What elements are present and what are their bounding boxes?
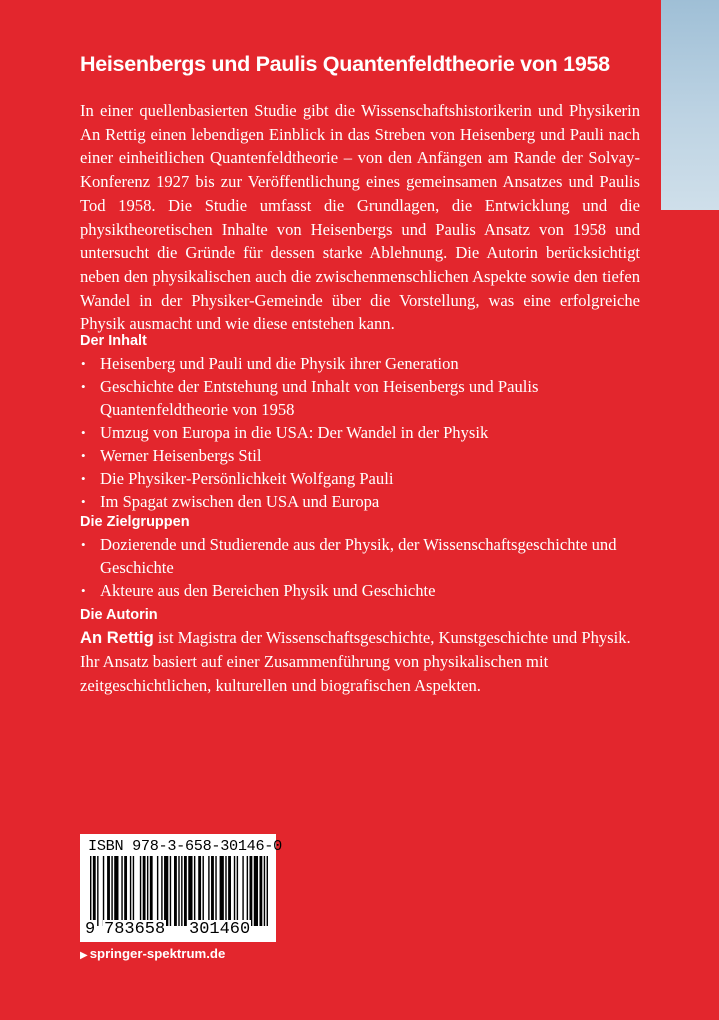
barcode-bar bbox=[174, 856, 177, 926]
list-item: • Im Spagat zwischen den USA und Europa bbox=[80, 490, 650, 513]
heading: Heisenbergs und Paulis Quantenfeldtheorie von 1958 bbox=[80, 52, 610, 76]
barcode-bar bbox=[93, 856, 96, 926]
barcode-bar bbox=[264, 856, 265, 926]
color-tab bbox=[661, 0, 719, 210]
barcode-digits-left: 783658 bbox=[104, 920, 166, 939]
list-item: • Geschichte der Entstehung und Inhalt von Heisenbergs und Paulis Quantenfeldtheorie von 1958 bbox=[80, 375, 650, 421]
barcode-bar bbox=[164, 856, 168, 926]
list-item: • Dozierende und Studierende aus der Physik, der Wissenschaftsgeschichte und Geschichte bbox=[80, 533, 650, 579]
barcode-bar bbox=[143, 856, 146, 926]
website-text: springer-spektrum.de bbox=[89, 946, 226, 961]
barcode-bar bbox=[147, 856, 148, 926]
list-item: • Akteure aus den Bereichen Physik und Geschichte bbox=[80, 579, 650, 602]
list-item: • Werner Heisenbergs Stil bbox=[80, 444, 650, 467]
barcode-bar bbox=[97, 856, 98, 926]
author-name: An Rettig bbox=[80, 628, 154, 647]
section-title-inhalt: Der Inhalt bbox=[80, 333, 147, 349]
barcode-bar bbox=[237, 856, 238, 926]
barcode-bar bbox=[133, 856, 134, 926]
barcode-bars bbox=[88, 856, 270, 926]
barcode-bar bbox=[178, 856, 179, 926]
barcode-bar bbox=[215, 856, 216, 926]
arrow-right-icon: ▶ bbox=[80, 950, 88, 961]
isbn-label: ISBN 978-3-658-30146-0 bbox=[88, 837, 282, 855]
barcode-bar bbox=[103, 856, 104, 926]
barcode-bar bbox=[259, 856, 262, 926]
barcode-bar bbox=[234, 856, 235, 926]
barcode-bar bbox=[130, 856, 131, 926]
barcode-bar bbox=[157, 856, 158, 926]
section-autorin bbox=[80, 607, 650, 698]
barcode-bar bbox=[194, 856, 195, 926]
barcode-bar bbox=[203, 856, 204, 926]
barcode-bar bbox=[198, 856, 201, 926]
barcode-bar bbox=[107, 856, 110, 926]
section-title-zielgruppen: Die Zielgruppen bbox=[80, 514, 190, 530]
barcode bbox=[80, 834, 282, 942]
section-inhalt bbox=[80, 333, 650, 513]
barcode-digits bbox=[84, 920, 274, 940]
barcode-bar bbox=[121, 856, 122, 926]
barcode-bar bbox=[228, 856, 231, 926]
author-bio: ist Magistra der Wissenschaftsgeschichte, Kunstgeschichte und Physik. Ihr Ansatz basiert auf einer Zusammenführung von physikalischen mit zeitgeschichtlichen, kulturellen und biografischen Aspekten. bbox=[80, 628, 631, 695]
audience-list bbox=[80, 533, 650, 602]
barcode-digits-right: 301460 bbox=[189, 920, 251, 939]
barcode-bar bbox=[211, 856, 214, 926]
barcode-bar bbox=[150, 856, 153, 926]
barcode-bar bbox=[247, 856, 248, 926]
content-list bbox=[80, 352, 650, 513]
barcode-bar bbox=[184, 856, 187, 926]
barcode-bar bbox=[111, 856, 112, 926]
author-description bbox=[80, 626, 640, 698]
barcode-bar bbox=[208, 856, 209, 926]
barcode-bar bbox=[124, 856, 127, 926]
barcode-bar bbox=[161, 856, 162, 926]
barcode-bar bbox=[188, 856, 192, 926]
barcode-bar bbox=[249, 856, 252, 926]
intro-paragraph: In einer quellenbasierten Studie gibt die Wissenschaftshistorikerin und Physikerin An Rettig einen lebendigen Einblick in das Streben von Heisenberg und Pauli nach einer einheitlichen Quantenfeldtheorie – von den Anfängen am Rande der Solvay-Konferenz 1927 bis zur Veröffentlichung eines gemeinsamen Ansatzes und Paulis Tod 1958. Die Studie umfasst die Grundlagen, die Entwicklung und die physiktheoretischen Inhalte von Heisenbergs und Paulis Ansatz von 1958 und untersucht die Gründe für dessen starke Ablehnung. Die Autorin berücksichtigt neben den physikalischen auch die zwischenmenschlichen Aspekte sowie den tiefen Wandel in der Physiker-Gemeinde über die Vorstellung, was eine erfolgreiche Physik ausmacht und wie diese entstehen kann. bbox=[80, 101, 640, 334]
website-link[interactable] bbox=[80, 946, 225, 961]
barcode-bar bbox=[90, 856, 91, 926]
barcode-bar bbox=[267, 856, 268, 926]
list-item: • Heisenberg und Pauli und die Physik ihrer Generation bbox=[80, 352, 650, 375]
barcode-bar bbox=[242, 856, 243, 926]
barcode-digit-first: 9 bbox=[85, 920, 96, 939]
list-item: • Umzug von Europa in die USA: Der Wandel in der Physik bbox=[80, 421, 650, 444]
barcode-bar bbox=[220, 856, 224, 926]
list-item: • Die Physiker-Persönlichkeit Wolfgang Pauli bbox=[80, 467, 650, 490]
section-zielgruppen bbox=[80, 514, 650, 602]
barcode-bar bbox=[114, 856, 118, 926]
barcode-bar bbox=[170, 856, 171, 926]
barcode-bar bbox=[181, 856, 182, 926]
barcode-bar bbox=[140, 856, 141, 926]
barcode-bar bbox=[254, 856, 258, 926]
barcode-bar bbox=[225, 856, 226, 926]
section-title-autorin: Die Autorin bbox=[80, 607, 158, 623]
